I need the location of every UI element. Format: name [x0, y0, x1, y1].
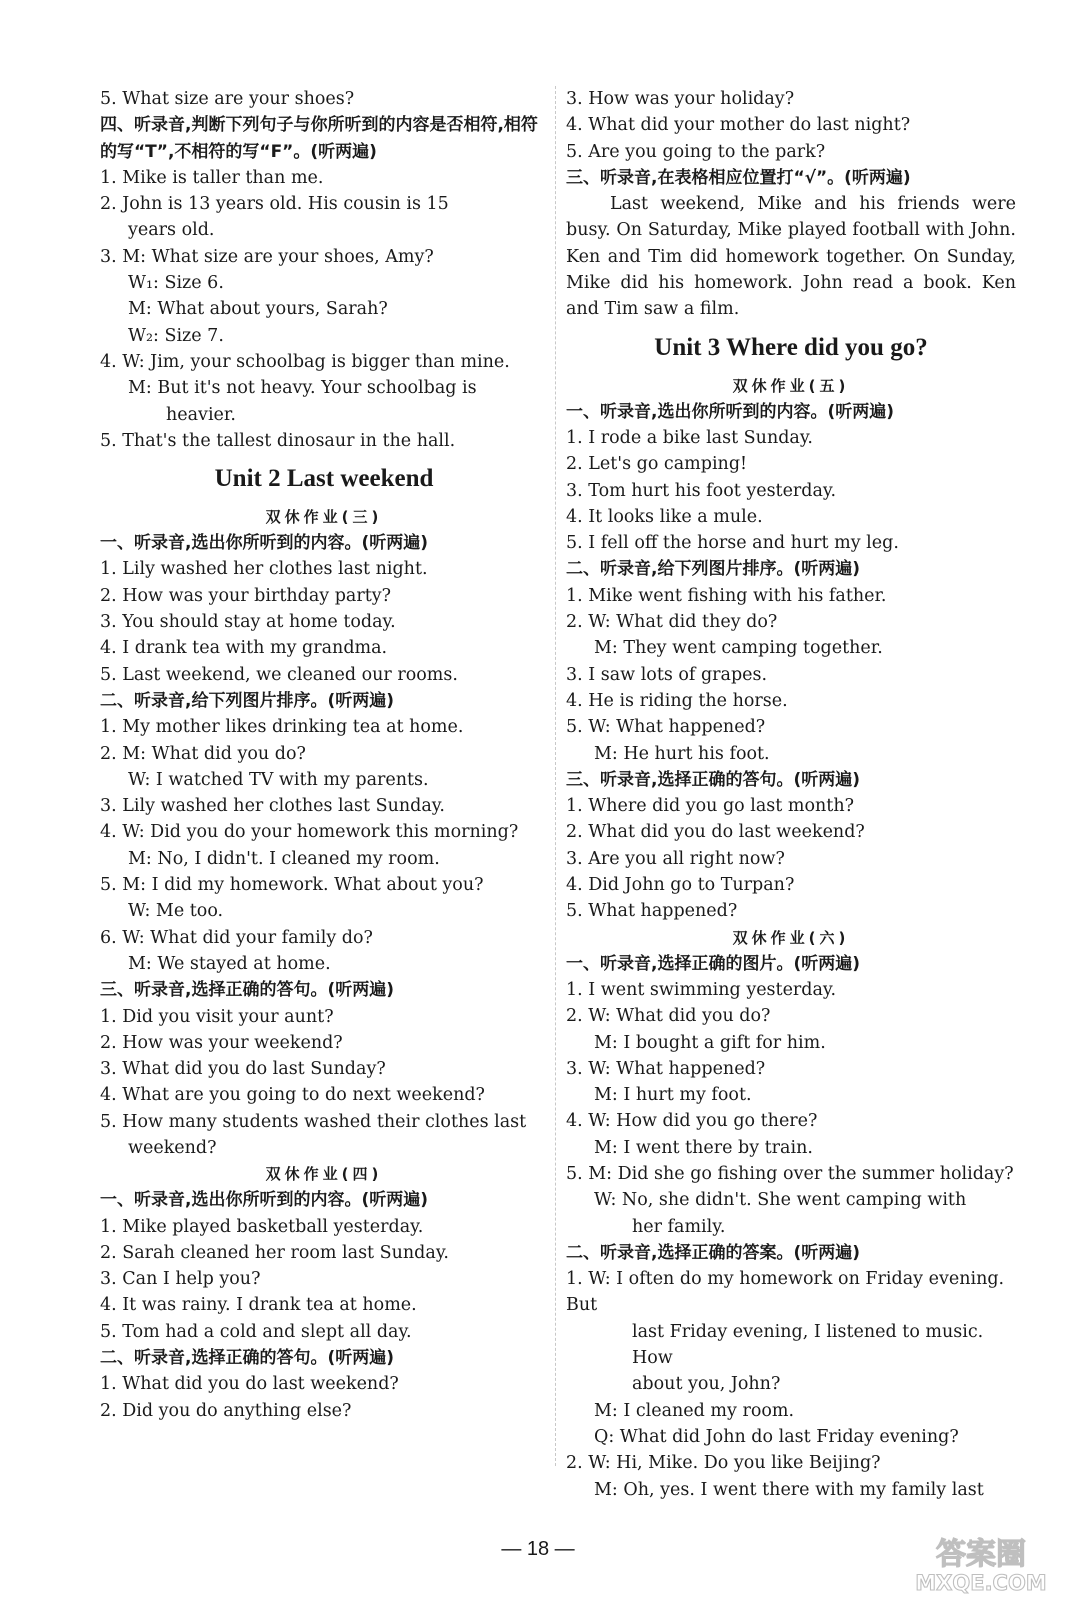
- section-heading: 三、听录音,选择正确的答句。(听两遍): [566, 769, 860, 790]
- text-line: 1. Did you visit your aunt?: [100, 1006, 334, 1027]
- text-line: 3. You should stay at home today.: [100, 612, 396, 633]
- dialogue-line: years old.: [128, 220, 215, 241]
- passage-paragraph: Last weekend, Mike and his friends were busy. On Saturday, Mike played football with John. Ken and Tim did homework together. On Sunday, Mike did his homework. John read a book. Ken and Tim saw a film.: [566, 194, 1016, 320]
- text-line: 4. He is riding the horse.: [566, 690, 788, 711]
- section-heading: 一、听录音,选择正确的图片。(听两遍): [566, 953, 860, 974]
- text-line: 2. How was your birthday party?: [100, 585, 392, 606]
- text-line: 1. Mike played basketball yesterday.: [100, 1216, 424, 1237]
- dialogue-line: W: Me too.: [128, 901, 224, 922]
- text-line: 4. It was rainy. I drank tea at home.: [100, 1295, 417, 1316]
- text-line: 3. Can I help you?: [100, 1269, 261, 1290]
- text-line: 4. I drank tea with my grandma.: [100, 638, 388, 659]
- text-line: 2. W: What did they do?: [566, 612, 778, 633]
- text-line: 3. M: What size are your shoes, Amy?: [100, 246, 434, 267]
- text-line: 3. What did you do last Sunday?: [100, 1059, 386, 1080]
- dialogue-line: weekend?: [128, 1137, 217, 1158]
- section-heading: 四、听录音,判断下列句子与你所听到的内容是否相符,相符的写“T”,不相符的写“F”。(听两遍): [100, 115, 538, 162]
- text-line: 5. Are you going to the park?: [566, 141, 826, 162]
- section-heading: 二、听录音,选择正确的答句。(听两遍): [100, 1348, 394, 1369]
- dialogue-line: M: I hurt my foot.: [594, 1085, 752, 1106]
- text-line: 5. What size are your shoes?: [100, 89, 355, 109]
- dialogue-line: M: I bought a gift for him.: [594, 1032, 826, 1053]
- dialogue-line: Q: What did John do last Friday evening?: [594, 1426, 959, 1447]
- text-line: 2. Let's go camping!: [566, 454, 748, 475]
- dialogue-line: M: Oh, yes. I went there with my family last: [594, 1479, 984, 1500]
- text-line: 4. Did John go to Turpan?: [566, 875, 795, 896]
- text-line: 2. M: What did you do?: [100, 743, 306, 764]
- text-line: 1. Lily washed her clothes last night.: [100, 559, 428, 580]
- column-divider: [555, 86, 557, 1466]
- text-line: 2. Sarah cleaned her room last Sunday.: [100, 1242, 449, 1263]
- text-line: 5. What happened?: [566, 901, 738, 922]
- text-line: 2. Did you do anything else?: [100, 1400, 352, 1421]
- text-line: 2. W: Hi, Mike. Do you like Beijing?: [566, 1453, 881, 1474]
- text-line: 5. W: What happened?: [566, 717, 766, 738]
- section-heading: 一、听录音,选出你所听到的内容。(听两遍): [566, 401, 894, 422]
- dialogue-line: W₂: Size 7.: [128, 325, 224, 346]
- dialogue-line: M: He hurt his foot.: [594, 743, 770, 764]
- section-heading: 一、听录音,选出你所听到的内容。(听两遍): [100, 533, 428, 554]
- dialogue-line: W: I watched TV with my parents.: [128, 769, 429, 790]
- text-line: 3. Lily washed her clothes last Sunday.: [100, 796, 445, 817]
- text-line: 4. It looks like a mule.: [566, 506, 763, 527]
- dialogue-line: W: No, she didn't. She went camping with: [594, 1190, 967, 1211]
- continuation-line: about you, John?: [632, 1374, 781, 1395]
- text-line: 5. M: I did my homework. What about you?: [100, 875, 484, 896]
- text-line: 4. W: Jim, your schoolbag is bigger than mine.: [100, 351, 510, 372]
- text-line: 5. M: Did she go fishing over the summer holiday?: [566, 1163, 1014, 1184]
- text-line: 4. What did your mother do last night?: [566, 115, 911, 136]
- section-heading: 三、听录音,选择正确的答句。(听两遍): [100, 980, 394, 1001]
- continuation-line: heavier.: [166, 404, 236, 425]
- text-line: 5. Tom had a cold and slept all day.: [100, 1321, 412, 1342]
- section-heading: 三、听录音,在表格相应位置打“√”。(听两遍): [566, 167, 911, 188]
- text-line: 2. John is 13 years old. His cousin is 15: [100, 194, 449, 215]
- text-line: 5. Last weekend, we cleaned our rooms.: [100, 664, 458, 685]
- page-number: — 18 —: [501, 1538, 575, 1560]
- dialogue-line: M: But it's not heavy. Your schoolbag is: [128, 378, 477, 399]
- right-column: [566, 86, 1016, 1503]
- text-line: 4. What are you going to do next weekend?: [100, 1085, 485, 1106]
- homework-heading: 双休作业(三): [265, 508, 383, 527]
- text-line: 1. I rode a bike last Sunday.: [566, 427, 813, 448]
- dialogue-line: M: I cleaned my room.: [594, 1400, 795, 1421]
- text-line: 2. What did you do last weekend?: [566, 822, 865, 843]
- section-heading: 二、听录音,选择正确的答案。(听两遍): [566, 1242, 860, 1263]
- text-line: 5. That's the tallest dinosaur in the hall.: [100, 430, 456, 451]
- text-line: 1. Mike is taller than me.: [100, 167, 324, 188]
- text-line: 3. Are you all right now?: [566, 848, 785, 869]
- text-line: 1. Where did you go last month?: [566, 796, 854, 817]
- text-line: 4. W: How did you go there?: [566, 1111, 818, 1132]
- text-line: 6. W: What did your family do?: [100, 927, 373, 948]
- text-line: 3. Tom hurt his foot yesterday.: [566, 480, 837, 501]
- text-line: 1. Mike went fishing with his father.: [566, 585, 887, 606]
- text-line: 5. I fell off the horse and hurt my leg.: [566, 533, 899, 554]
- dialogue-line: M: They went camping together.: [594, 638, 883, 659]
- text-line: 1. My mother likes drinking tea at home.: [100, 717, 464, 738]
- section-heading: 一、听录音,选出你所听到的内容。(听两遍): [100, 1190, 428, 1211]
- unit-title: Unit 3 Where did you go?: [654, 333, 928, 361]
- text-line: 2. W: What did you do?: [566, 1006, 771, 1027]
- dialogue-line: M: I went there by train.: [594, 1137, 813, 1158]
- text-line: 4. W: Did you do your homework this morning?: [100, 822, 519, 843]
- dialogue-line: M: No, I didn't. I cleaned my room.: [128, 848, 440, 869]
- unit-title: Unit 2 Last weekend: [214, 465, 434, 493]
- watermark-line2: MXQE.COM: [915, 1571, 1047, 1595]
- text-line: 1. What did you do last weekend?: [100, 1374, 399, 1395]
- text-line: 1. W: I often do my homework on Friday evening. But: [566, 1269, 1010, 1316]
- homework-heading: 双休作业(五): [732, 376, 850, 395]
- dialogue-line: M: We stayed at home.: [128, 953, 331, 974]
- watermark-logo: [896, 1530, 1066, 1596]
- section-heading: 二、听录音,给下列图片排序。(听两遍): [566, 559, 860, 580]
- text-line: 3. I saw lots of grapes.: [566, 664, 768, 685]
- homework-heading: 双休作业(四): [265, 1165, 383, 1184]
- text-line: 5. How many students washed their clothes last: [100, 1111, 527, 1132]
- text-line: 3. How was your holiday?: [566, 89, 795, 109]
- homework-heading: 双休作业(六): [732, 928, 850, 947]
- dialogue-line: M: What about yours, Sarah?: [128, 299, 388, 320]
- dialogue-line: W₁: Size 6.: [128, 273, 224, 294]
- continuation-line: her family.: [632, 1216, 726, 1237]
- watermark-line1: 答案圈: [936, 1537, 1026, 1572]
- section-heading: 二、听录音,给下列图片排序。(听两遍): [100, 690, 394, 711]
- continuation-line: last Friday evening, I listened to music. How: [632, 1321, 989, 1369]
- text-line: 3. W: What happened?: [566, 1058, 766, 1079]
- text-line: 2. How was your weekend?: [100, 1032, 343, 1053]
- left-column: [100, 86, 548, 1424]
- text-line: 1. I went swimming yesterday.: [566, 979, 837, 1000]
